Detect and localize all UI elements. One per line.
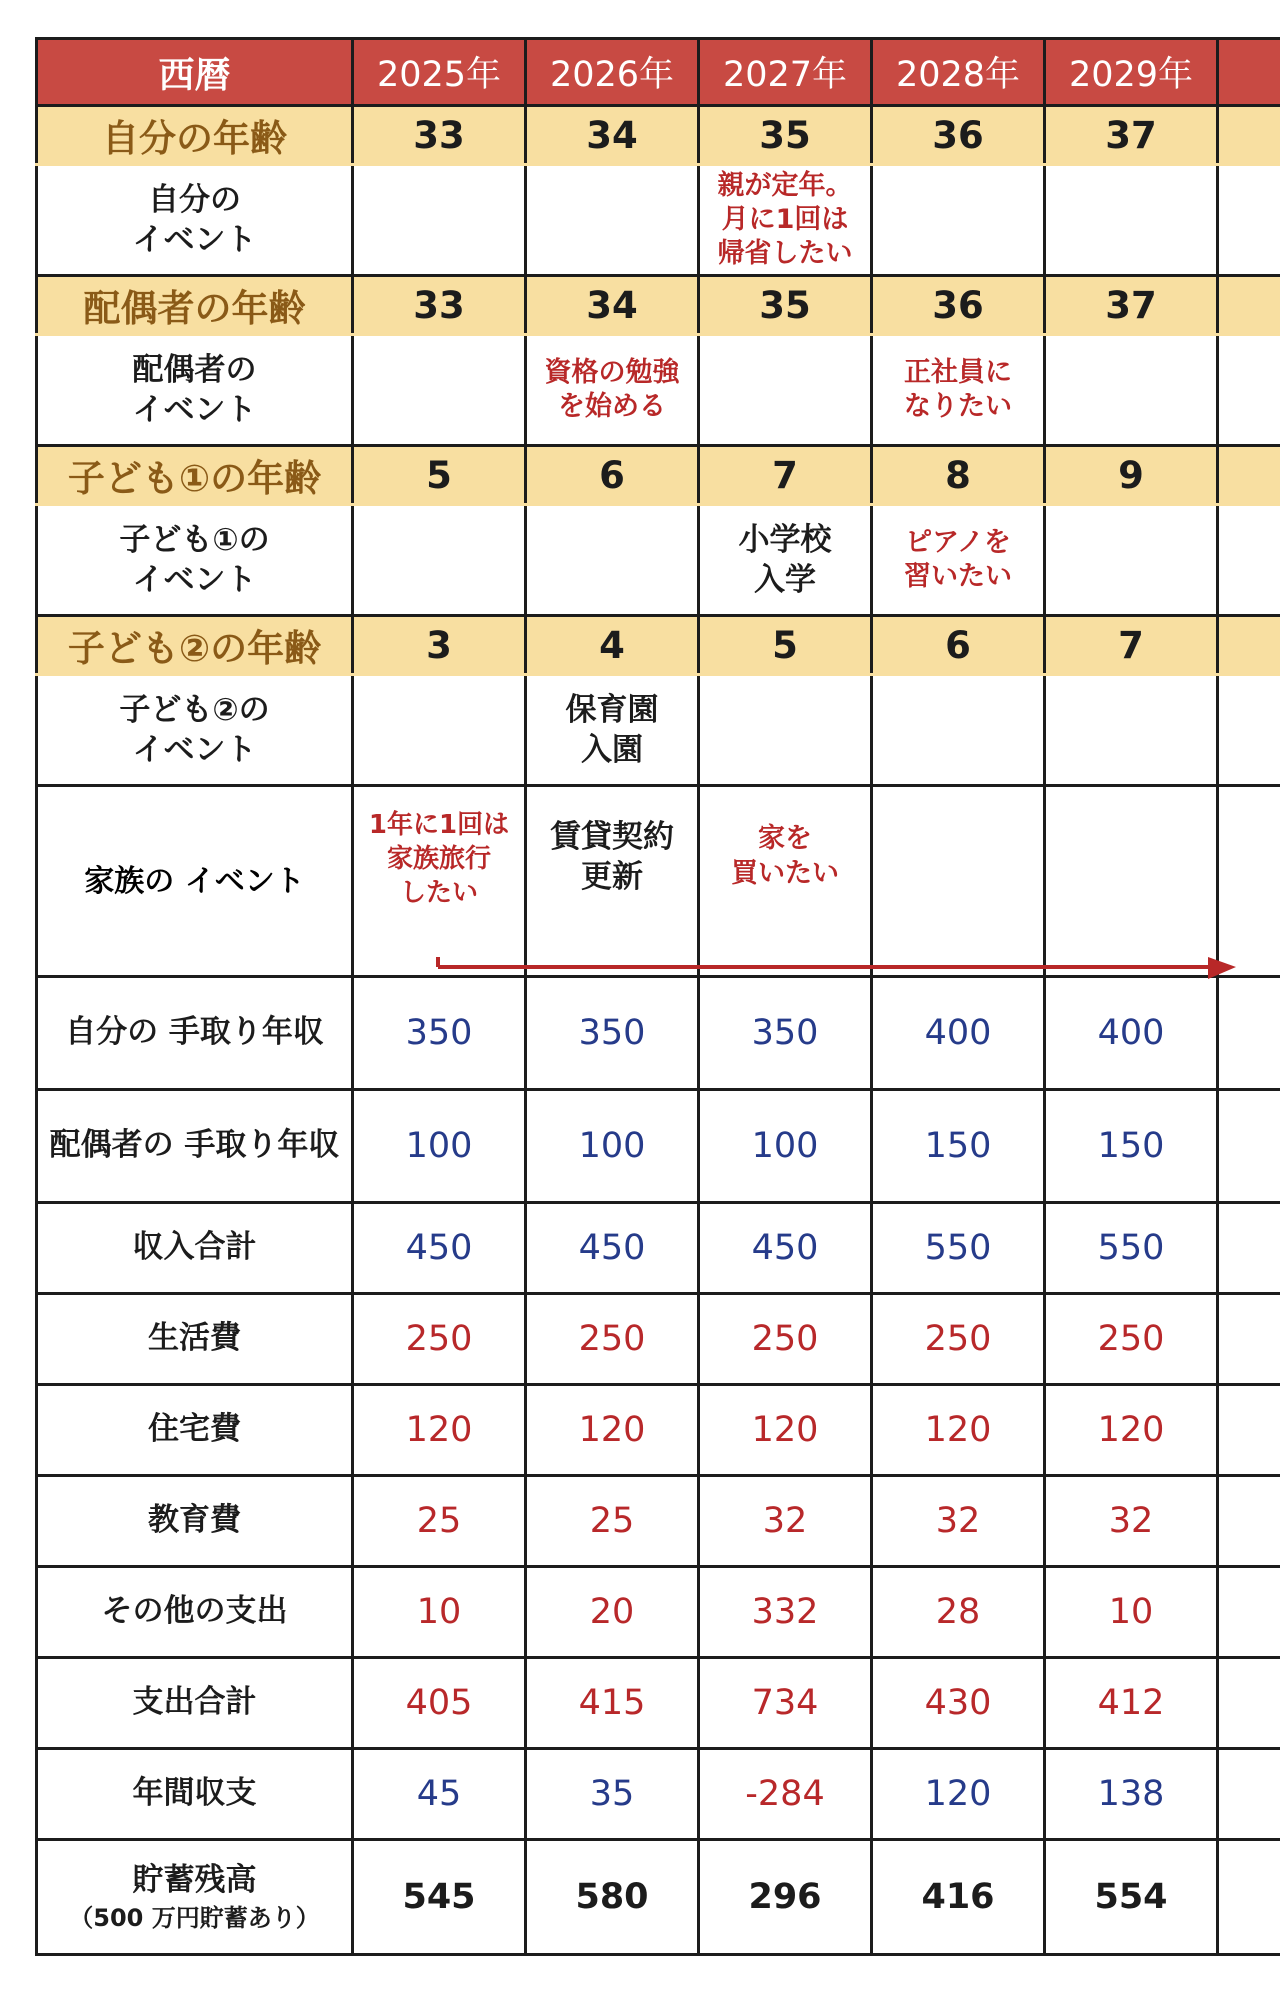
cell: 36 bbox=[872, 106, 1045, 165]
row-label-line: イベント bbox=[132, 392, 257, 428]
cell bbox=[1218, 1294, 1280, 1385]
year-header-2025: 2025年 bbox=[353, 39, 526, 106]
row-label: 収入合計 bbox=[37, 1203, 353, 1294]
cell: 545 bbox=[353, 1840, 526, 1955]
spouse-age-row bbox=[37, 276, 1280, 335]
row-label: 支出合計 bbox=[37, 1658, 353, 1749]
event-cell bbox=[526, 675, 699, 786]
cell: 35 bbox=[699, 106, 872, 165]
cell: 3 bbox=[353, 616, 526, 675]
cell bbox=[872, 675, 1045, 786]
row-label bbox=[37, 1090, 353, 1203]
cell: 250 bbox=[1045, 1294, 1218, 1385]
row-label: 教育費 bbox=[37, 1476, 353, 1567]
cell bbox=[353, 505, 526, 616]
row-label: 年間収支 bbox=[37, 1749, 353, 1840]
cell: 120 bbox=[1045, 1385, 1218, 1476]
cell: 150 bbox=[872, 1090, 1045, 1203]
cell bbox=[1218, 675, 1280, 786]
cell: 6 bbox=[872, 616, 1045, 675]
cell: 332 bbox=[699, 1567, 872, 1658]
cell: 33 bbox=[353, 106, 526, 165]
cell: 450 bbox=[353, 1203, 526, 1294]
spouse-event-row bbox=[37, 335, 1280, 446]
living-cost-row bbox=[37, 1294, 1280, 1385]
cell: 416 bbox=[872, 1840, 1045, 1955]
cell: 34 bbox=[526, 106, 699, 165]
annual-balance-row bbox=[37, 1749, 1280, 1840]
cell: 9 bbox=[1045, 446, 1218, 505]
cell bbox=[1045, 786, 1218, 977]
row-label-line: イベント bbox=[184, 863, 305, 899]
cell: 37 bbox=[1045, 106, 1218, 165]
event-text-line: 1年に1回は bbox=[368, 810, 510, 840]
child2-event-row bbox=[37, 675, 1280, 786]
cell bbox=[699, 335, 872, 446]
cell: 120 bbox=[353, 1385, 526, 1476]
row-label: 配偶者の年齢 bbox=[37, 276, 353, 335]
event-text-line: 習いたい bbox=[904, 561, 1012, 592]
cell bbox=[1218, 446, 1280, 505]
cell bbox=[1218, 1090, 1280, 1203]
cell bbox=[1218, 1476, 1280, 1567]
event-text-line: 家を bbox=[758, 823, 812, 854]
self-age-row bbox=[37, 106, 1280, 165]
cell: 35 bbox=[699, 276, 872, 335]
cell: 10 bbox=[1045, 1567, 1218, 1658]
cell: 412 bbox=[1045, 1658, 1218, 1749]
event-text-line: 正社員に bbox=[904, 357, 1012, 389]
cell: 4 bbox=[526, 616, 699, 675]
cell: 350 bbox=[526, 977, 699, 1090]
cell: 7 bbox=[699, 446, 872, 505]
cell bbox=[1218, 1658, 1280, 1749]
cell bbox=[353, 675, 526, 786]
child1-event-row bbox=[37, 505, 1280, 616]
row-label bbox=[37, 165, 353, 276]
event-text-line: を始める bbox=[558, 391, 666, 422]
cell bbox=[1045, 165, 1218, 276]
cell bbox=[1218, 1385, 1280, 1476]
cell bbox=[1045, 505, 1218, 616]
cell: 400 bbox=[1045, 977, 1218, 1090]
row-label bbox=[37, 1840, 353, 1955]
cell: 450 bbox=[699, 1203, 872, 1294]
row-label-line: イベント bbox=[132, 222, 257, 258]
cell: 550 bbox=[1045, 1203, 1218, 1294]
cell bbox=[1218, 276, 1280, 335]
cell: 120 bbox=[526, 1385, 699, 1476]
cell: 32 bbox=[699, 1476, 872, 1567]
event-text-line: 入学 bbox=[754, 562, 816, 598]
event-cell bbox=[699, 505, 872, 616]
cell: 120 bbox=[872, 1385, 1045, 1476]
year-header-next bbox=[1218, 39, 1280, 106]
other-expense-row bbox=[37, 1567, 1280, 1658]
cell: 34 bbox=[526, 276, 699, 335]
education-cost-row bbox=[37, 1476, 1280, 1567]
savings-row bbox=[37, 1840, 1280, 1955]
cell: 350 bbox=[699, 977, 872, 1090]
event-cell bbox=[699, 165, 872, 276]
cell: 7 bbox=[1045, 616, 1218, 675]
row-label bbox=[37, 786, 353, 977]
row-label-line: イベント bbox=[132, 562, 257, 598]
year-header-2029: 2029年 bbox=[1045, 39, 1218, 106]
event-cell bbox=[526, 786, 699, 977]
cell: 35 bbox=[526, 1749, 699, 1840]
event-text-line: 更新 bbox=[581, 859, 643, 896]
header-label: 西暦 bbox=[37, 39, 353, 106]
cell: 250 bbox=[872, 1294, 1045, 1385]
cell: 250 bbox=[353, 1294, 526, 1385]
arrow-icon bbox=[436, 957, 1236, 987]
cell bbox=[872, 165, 1045, 276]
cell: 100 bbox=[353, 1090, 526, 1203]
cell: 8 bbox=[872, 446, 1045, 505]
cell bbox=[872, 786, 1045, 977]
event-cell bbox=[699, 786, 872, 977]
cell: 550 bbox=[872, 1203, 1045, 1294]
cell bbox=[1218, 106, 1280, 165]
cell: -284 bbox=[699, 1749, 872, 1840]
row-label bbox=[37, 505, 353, 616]
row-label-line: 自分の bbox=[65, 1014, 159, 1051]
cell: 33 bbox=[353, 276, 526, 335]
cell: 250 bbox=[526, 1294, 699, 1385]
row-label-line: 配偶者の bbox=[49, 1127, 174, 1164]
cell: 25 bbox=[526, 1476, 699, 1567]
lifeplan-table-wrapper bbox=[35, 37, 1280, 1956]
row-label: 生活費 bbox=[37, 1294, 353, 1385]
cell: 350 bbox=[353, 977, 526, 1090]
cell: 10 bbox=[353, 1567, 526, 1658]
cell: 554 bbox=[1045, 1840, 1218, 1955]
row-label: 自分の年齢 bbox=[37, 106, 353, 165]
event-text-line: 帰省したい bbox=[717, 237, 853, 269]
cell bbox=[1218, 335, 1280, 446]
cell bbox=[526, 165, 699, 276]
cell: 580 bbox=[526, 1840, 699, 1955]
cell bbox=[1218, 505, 1280, 616]
event-cell bbox=[872, 505, 1045, 616]
spouse-income-row bbox=[37, 1090, 1280, 1203]
cell: 415 bbox=[526, 1658, 699, 1749]
cell: 150 bbox=[1045, 1090, 1218, 1203]
housing-cost-row bbox=[37, 1385, 1280, 1476]
cell bbox=[526, 505, 699, 616]
cell bbox=[1045, 335, 1218, 446]
cell bbox=[1218, 1840, 1280, 1955]
cell: 37 bbox=[1045, 276, 1218, 335]
row-sublabel: （500 万円貯蓄あり） bbox=[69, 1903, 320, 1932]
cell bbox=[1045, 675, 1218, 786]
cell bbox=[699, 675, 872, 786]
income-total-row bbox=[37, 1203, 1280, 1294]
row-label-line: 手取り年収 bbox=[184, 1127, 340, 1164]
row-label bbox=[37, 675, 353, 786]
cell bbox=[1218, 977, 1280, 1090]
cell bbox=[1218, 1203, 1280, 1294]
cell: 250 bbox=[699, 1294, 872, 1385]
family-event-row bbox=[37, 786, 1280, 977]
row-label: 子ども②の年齢 bbox=[37, 616, 353, 675]
self-income-row bbox=[37, 977, 1280, 1090]
cell: 120 bbox=[872, 1749, 1045, 1840]
row-label-line: 配偶者の bbox=[132, 351, 257, 388]
cell: 32 bbox=[1045, 1476, 1218, 1567]
cell: 36 bbox=[872, 276, 1045, 335]
row-label bbox=[37, 335, 353, 446]
cell: 6 bbox=[526, 446, 699, 505]
event-text-line: 月に1回は bbox=[721, 204, 849, 236]
row-label: その他の支出 bbox=[37, 1567, 353, 1658]
cell: 100 bbox=[699, 1090, 872, 1203]
cell bbox=[1218, 165, 1280, 276]
child2-age-row bbox=[37, 616, 1280, 675]
cell: 5 bbox=[699, 616, 872, 675]
year-header-2027: 2027年 bbox=[699, 39, 872, 106]
cell: 28 bbox=[872, 1567, 1045, 1658]
cell bbox=[353, 335, 526, 446]
row-label-line: 自分の bbox=[148, 181, 241, 218]
cell: 138 bbox=[1045, 1749, 1218, 1840]
cell: 450 bbox=[526, 1203, 699, 1294]
self-event-row bbox=[37, 165, 1280, 276]
event-cell bbox=[872, 335, 1045, 446]
cell bbox=[353, 165, 526, 276]
row-label-line: 家族の bbox=[84, 863, 175, 899]
child1-age-row bbox=[37, 446, 1280, 505]
event-text-line: 入園 bbox=[581, 732, 643, 768]
row-label-line: 子ども②の bbox=[119, 691, 270, 728]
cell: 32 bbox=[872, 1476, 1045, 1567]
event-text-line: 小学校 bbox=[738, 521, 832, 558]
cell: 20 bbox=[526, 1567, 699, 1658]
row-label-line: イベント bbox=[132, 732, 257, 768]
event-text-line: なりたい bbox=[904, 391, 1012, 422]
cell: 100 bbox=[526, 1090, 699, 1203]
row-label-line: 子ども①の bbox=[119, 521, 270, 558]
cell: 400 bbox=[872, 977, 1045, 1090]
cell bbox=[1218, 1567, 1280, 1658]
event-text-line: 買いたい bbox=[731, 858, 839, 890]
cell bbox=[1218, 616, 1280, 675]
year-header-2028: 2028年 bbox=[872, 39, 1045, 106]
cell: 120 bbox=[699, 1385, 872, 1476]
row-label-line: 貯蓄残高 bbox=[132, 1861, 257, 1898]
expense-total-row bbox=[37, 1658, 1280, 1749]
event-cell bbox=[353, 786, 526, 977]
cell: 405 bbox=[353, 1658, 526, 1749]
event-cell bbox=[526, 335, 699, 446]
row-label bbox=[37, 977, 353, 1090]
cell bbox=[1218, 1749, 1280, 1840]
event-text-line: 家族旅行 bbox=[386, 843, 491, 874]
cell: 296 bbox=[699, 1840, 872, 1955]
row-label: 住宅費 bbox=[37, 1385, 353, 1476]
row-label: 子ども①の年齢 bbox=[37, 446, 353, 505]
lifeplan-table bbox=[35, 37, 1280, 1956]
event-text-line: 賃貸契約 bbox=[550, 819, 674, 855]
row-label-line: 手取り年収 bbox=[168, 1014, 324, 1051]
cell: 45 bbox=[353, 1749, 526, 1840]
cell: 25 bbox=[353, 1476, 526, 1567]
year-header-2026: 2026年 bbox=[526, 39, 699, 106]
cell: 430 bbox=[872, 1658, 1045, 1749]
event-text-line: ピアノを bbox=[905, 527, 1011, 559]
cell bbox=[1218, 786, 1280, 977]
cell: 734 bbox=[699, 1658, 872, 1749]
event-text-line: したい bbox=[399, 877, 478, 908]
event-text-line: 資格の勉強 bbox=[544, 357, 680, 389]
header-row bbox=[37, 39, 1280, 106]
event-text-line: 親が定年。 bbox=[717, 170, 853, 202]
event-text-line: 保育園 bbox=[565, 691, 659, 728]
cell: 5 bbox=[353, 446, 526, 505]
